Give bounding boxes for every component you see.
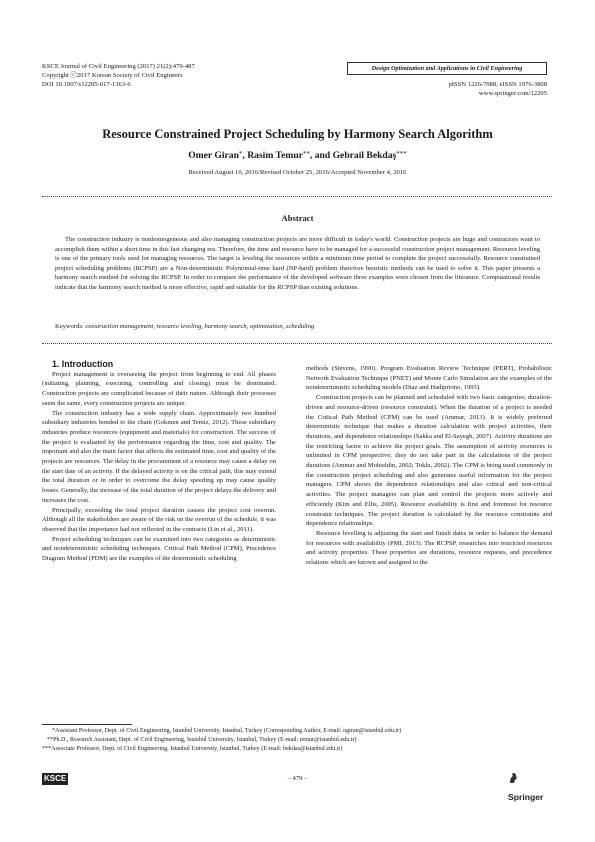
keywords-list: construction management, resource leveling, harmony search, optimization, scheduling [85, 323, 315, 330]
paper-title: Resource Constrained Project Scheduling by Harmony Search Algorithm [102, 127, 493, 141]
paragraph: Principally, exceeding the total project duration causes the project cost overrun. Although all the stakeholders are aware of the risk on the overrun of the schedule, it was observed that the importance had not reflected in the contracts (Lin et al., 2011). [42, 506, 276, 533]
right-column [306, 364, 552, 568]
section-heading-introduction: 1. Introduction [52, 359, 114, 369]
abstract-text: The construction industry is nonhomogeneous and also managing construction projects are more difficult in today's world. Construction projects are huge and contractors want to accomplish them within a short time in this fast changing era. Therefore, the time and resource have to be managed for a successful construction project management. Resource leveling is one of the primary tools used for managing resources. The target is leveling the resources within a minimum time period to complete the project successfully. Resource constrained project scheduling problems (RCPSP) are a Non-deterministic Polynomial-time hard (NP-hard) problem therefore heuristic methods can be used to solve it. This paper presents a harmony search method for solving the RCPSP. In order to compare the performance of the developed software three examples were chosen from the literature. Computational results indicate that the harmony search method is more effective, rapid and suitable for the RCPSP than existing solutions. [55, 236, 540, 291]
received-dates: Received August 10, 2016/Revised October 25, 2016/Accepted November 4, 2016 [188, 169, 407, 176]
divider-abstract [42, 343, 552, 344]
footnote-rule [42, 724, 132, 725]
footnote-1: *Assistant Professor, Dept. of Civil Engineering, Istanbul University, Istanbul, Turkey (Corresponding Author, E-mail: ogiran@istanbul.edu.tr) [52, 728, 402, 734]
paragraph: Project management is overseeing the project from beginning to end. All phases (initiating, planning, executing, controlling and closing) must be dominated. Construction projects are complicated because of their nature. Although their processes seem the same, every construction projects are unique. [42, 370, 276, 407]
left-column [42, 360, 276, 564]
page-number: – 479 – [287, 775, 308, 782]
author-sep-2: , and [309, 150, 333, 161]
paragraph: Project scheduling techniques can be examined into two categories as deterministic and nondeterministic scheduling techniques. Critical Path Method (CPM), Precedence Diagram Method (PDM) are the examples of the deterministic scheduling [42, 535, 276, 563]
author-2-mark: ** [302, 150, 310, 158]
divider-top [42, 196, 552, 197]
author-3-mark: *** [396, 150, 407, 158]
footnotes [42, 727, 552, 754]
doi-line: DOI 10.1007/s12205-017-1363-6 [42, 81, 131, 89]
copyright-line: Copyright ⓒ2017 Korean Society of Civil Engineers [42, 72, 183, 80]
paragraph: The construction industry has a wide supply chain. Approximately two hundred subsidiary industries bonded to the chain (Gokmen and Temiz, 2012). These subsidiary industries produce resources (equipment and materials) for construction. The success of the project is evaluated by the performance regarding the time, cost and quality. The important and also the main factor that affects the estimated time, cost and quality of the projects are resources. The delay in the procurement of a resource may cause a delay on the start date of an activity. If the delayed activity is on the critical path, this may extend the total duration or in order to overcome the delay speeding up may cause quality losses. Generally, the increase of the total duration of the project delays the delivery and increases the cost. [42, 409, 276, 504]
keywords [55, 322, 540, 332]
journal-url: www.springer.com/12205 [478, 90, 547, 98]
journal-citation: KSCE Journal of Civil Engineering (2017) 21(2):479-487 [42, 63, 195, 70]
ksce-logo-text: KSCE [44, 774, 67, 783]
journal-header [42, 62, 195, 90]
issn-line: pISSN 1226-7988, eISSN 1976-3808 [448, 81, 547, 89]
paragraph: Construction projects can be planned and scheduled with two basic categories; duration-driven and resource-driven (resource constraint). When the duration of a project is needed the Critical Path Method (CPM) can be used (Ammar, 2013). It is widely preferred deterministic technique that makes a duration calculation with project activities, their durations, and dependence relationships (Sakka and El-Sayegh, 2007). Activity durations are the restricting factor to achieve the project goals. The assumption of activity resources is unlimited in CPM perspective; they do not take part in the calculations of the project durations (Ammar and Mohieldin, 2002; Toklu, 2002). The CPM is being used commonly in the construction project scheduling and also generates useful information for the project managers. CPM shows the dependence relationships and also critical and non-critical activities. The project managers can plan and control the projects more actively and efficiently (Kim and Ellis, 2005). Resource availability is first and foremost for resource constraint techniques. The project duration is calculated by the resource constraints and dependence relationships. [306, 394, 552, 528]
footnote-3: ***Associate Professor, Dept. of Civil Engineering, Istanbul University, Istanbul, Turkey (E-mail: bekdas@istanbul.edu.tr) [42, 745, 343, 752]
author-1-mark: * [238, 150, 243, 158]
author-3: Gebrail Bekdaş [332, 150, 397, 161]
paragraph: Resource levelling is adjusting the start and finish dates in order to balance the demand for resources with availability (PMI, 2013). The RCPSP, researches into restricted resources and activity properties. These properties are durations, resource requests, and precedence relations which are known and assigned to the [306, 529, 552, 567]
author-sep-1: , [242, 150, 248, 161]
author-1: Omer Giran [188, 150, 239, 161]
journal-header-right [347, 62, 547, 99]
series-label: Design Optimization and Applications in Civil Engineering [347, 62, 547, 75]
springer-horse-icon [508, 772, 518, 784]
abstract-heading: Abstract [281, 213, 314, 223]
springer-logo-text: Springer [508, 792, 544, 802]
paragraph: methods (Stevens, 1990). Program Evaluation Review Technique (PERT), Probabilistic Network Evaluation Technique (PNET) and Monte Carlo Simulation are the examples of the nondeterministic scheduling models (Diaz and Hadipriono, 1993). [306, 365, 552, 392]
springer-logo [508, 769, 556, 802]
footnote-2: **Ph.D., Research Assistant, Dept. of Civil Engineering, Istanbul University, Istanbul, Turkey (E-mail: temur@istanbul.edu.tr) [47, 736, 357, 743]
author-list [0, 150, 595, 161]
keywords-label: Keywords: [55, 323, 86, 330]
author-2: Rasim Temur [247, 150, 303, 161]
